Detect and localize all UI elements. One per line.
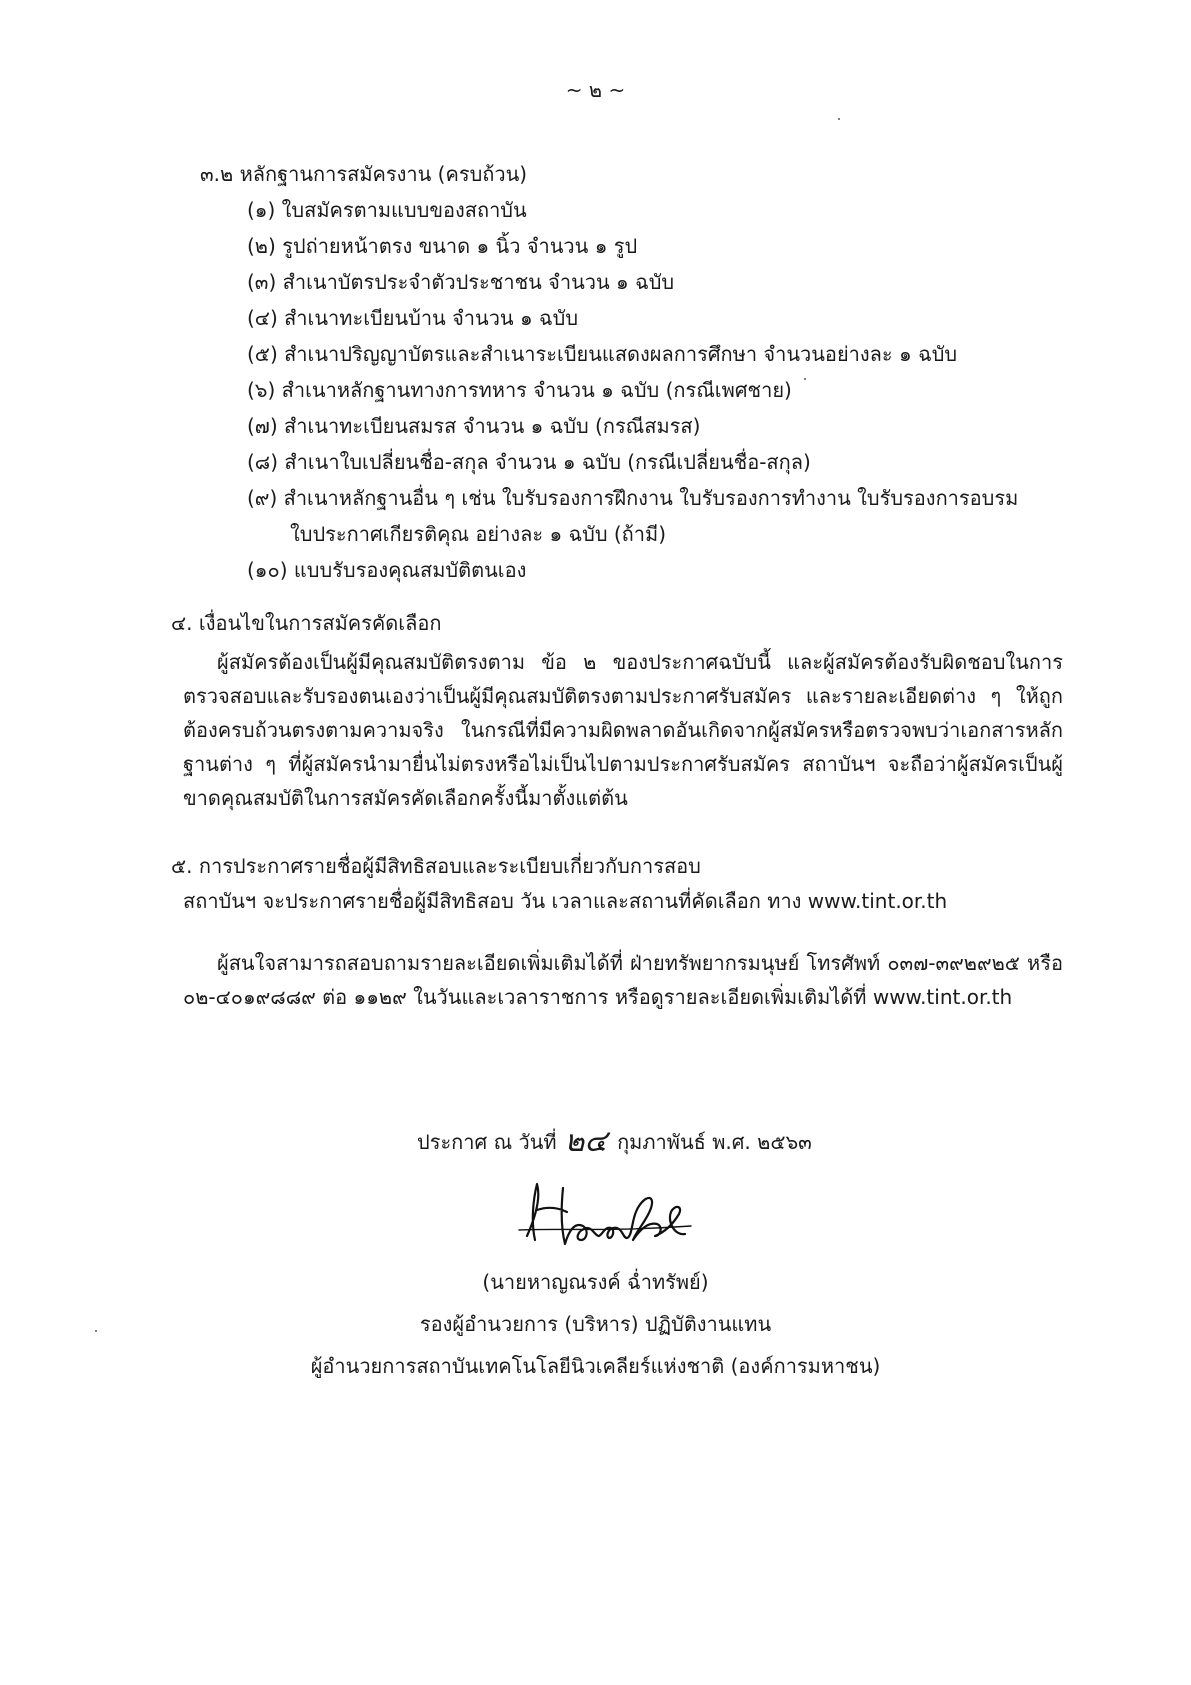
- section-4-title: ๔. เงื่อนไขในการสมัครคัดเลือก: [171, 611, 442, 635]
- signatory-name: (นายหาญณรงค์ ฉ่ำทรัพย์): [482, 1270, 709, 1294]
- section-4-body: ผู้สมัครต้องเป็นผู้มีคุณสมบัติตรงตาม ข้อ ๒ ของประกาศฉบับนี้ และผู้สมัครต้องรับผิดชอบในการตรวจสอบและรับรองตนเองว่าเป็นผู้มีคุณสมบัติตรงตามประกาศรับสมัคร และรายละเอียดต่าง ๆ ให้ถูกต้องครบถ้วนตรงตามความจริง ในกรณีที่มีความผิดพลาดอันเกิดจากผู้สมัครหรือตรวจพบว่าเอกสารหลักฐานต่าง ๆ ที่ผู้สมัครนำมายื่นไม่ตรงหรือไม่เป็นไปตามประกาศรับสมัคร สถาบันฯ จะถือว่าผู้สมัครเป็นผู้ขาดคุณสมบัติในการสมัครคัดเลือกครั้งนี้มาตั้งแต่ต้น: [183, 650, 1063, 810]
- list-item: (๒) รูปถ่ายหน้าตรง ขนาด ๑ นิ้ว จำนวน ๑ รูป: [247, 234, 638, 258]
- contact-paragraph: ผู้สนใจสามารถสอบถามรายละเอียดเพิ่มเติมได้ที่ ฝ่ายทรัพยากรมนุษย์ โทรศัพท์ ๐๓๗-๓๙๒๙๒๕ หรือ ๐๒-๔๐๑๙๘๘๙ ต่อ ๑๑๒๙ ในวันและเวลาราชการ หรือดูรายละเอียดเพิ่มเติมได้ที่ www.tint.or.th: [183, 951, 1063, 1009]
- announcement-month-year: กุมภาพันธ์ พ.ศ. ๒๕๖๓: [617, 1130, 812, 1154]
- list-item: (๑๐) แบบรับรองคุณสมบัติตนเอง: [247, 558, 527, 582]
- section-5-title: ๕. การประกาศรายชื่อผู้มีสิทธิสอบและระเบียบเกี่ยวกับการสอบ: [171, 854, 701, 878]
- list-item: (๑) ใบสมัครตามแบบของสถาบัน: [247, 198, 527, 222]
- scan-speck: [838, 118, 840, 120]
- section-5-body: สถาบันฯ จะประกาศรายชื่อผู้มีสิทธิสอบ วัน เวลาและสถานที่คัดเลือก ทาง www.tint.or.th: [183, 889, 948, 913]
- list-item: (๙) สำเนาหลักฐานอื่น ๆ เช่น ใบรับรองการฝึกงาน ใบรับรองการทำงาน ใบรับรองการอบรม: [247, 486, 1019, 510]
- list-item: (๖) สำเนาหลักฐานทางการทหาร จำนวน ๑ ฉบับ (กรณีเพศชาย): [247, 378, 792, 402]
- page-number: ~ ๒ ~: [565, 78, 626, 102]
- list-item-continuation: ใบประกาศเกียรติคุณ อย่างละ ๑ ฉบับ (ถ้ามี): [290, 522, 666, 546]
- scan-speck: [804, 378, 806, 380]
- signatory-organization: ผู้อำนวยการสถาบันเทคโนโลยีนิวเคลียร์แห่งชาติ (องค์การมหาชน): [310, 1354, 881, 1378]
- announcement-date: [417, 1124, 812, 1159]
- list-item: (๓) สำเนาบัตรประจำตัวประชาชน จำนวน ๑ ฉบับ: [247, 270, 675, 294]
- scan-speck: [95, 1330, 97, 1332]
- list-item: (๔) สำเนาทะเบียนบ้าน จำนวน ๑ ฉบับ: [247, 306, 579, 330]
- announcement-prefix: ประกาศ ณ วันที่: [417, 1130, 557, 1154]
- section-3-2-title: ๓.๒ หลักฐานการสมัครงาน (ครบถ้วน): [200, 162, 528, 186]
- list-item: (๗) สำเนาทะเบียนสมรส จำนวน ๑ ฉบับ (กรณีสมรส): [247, 414, 701, 438]
- signatory-position: รองผู้อำนวยการ (บริหาร) ปฏิบัติงานแทน: [419, 1312, 772, 1336]
- list-item: (๘) สำเนาใบเปลี่ยนชื่อ-สกุล จำนวน ๑ ฉบับ (กรณีเปลี่ยนชื่อ-สกุล): [247, 450, 811, 474]
- announcement-day: ๒๔: [564, 1124, 608, 1159]
- handwritten-signature: [515, 1178, 695, 1260]
- list-item: (๕) สำเนาปริญญาบัตรและสำเนาระเบียนแสดงผลการศึกษา จำนวนอย่างละ ๑ ฉบับ: [247, 342, 958, 366]
